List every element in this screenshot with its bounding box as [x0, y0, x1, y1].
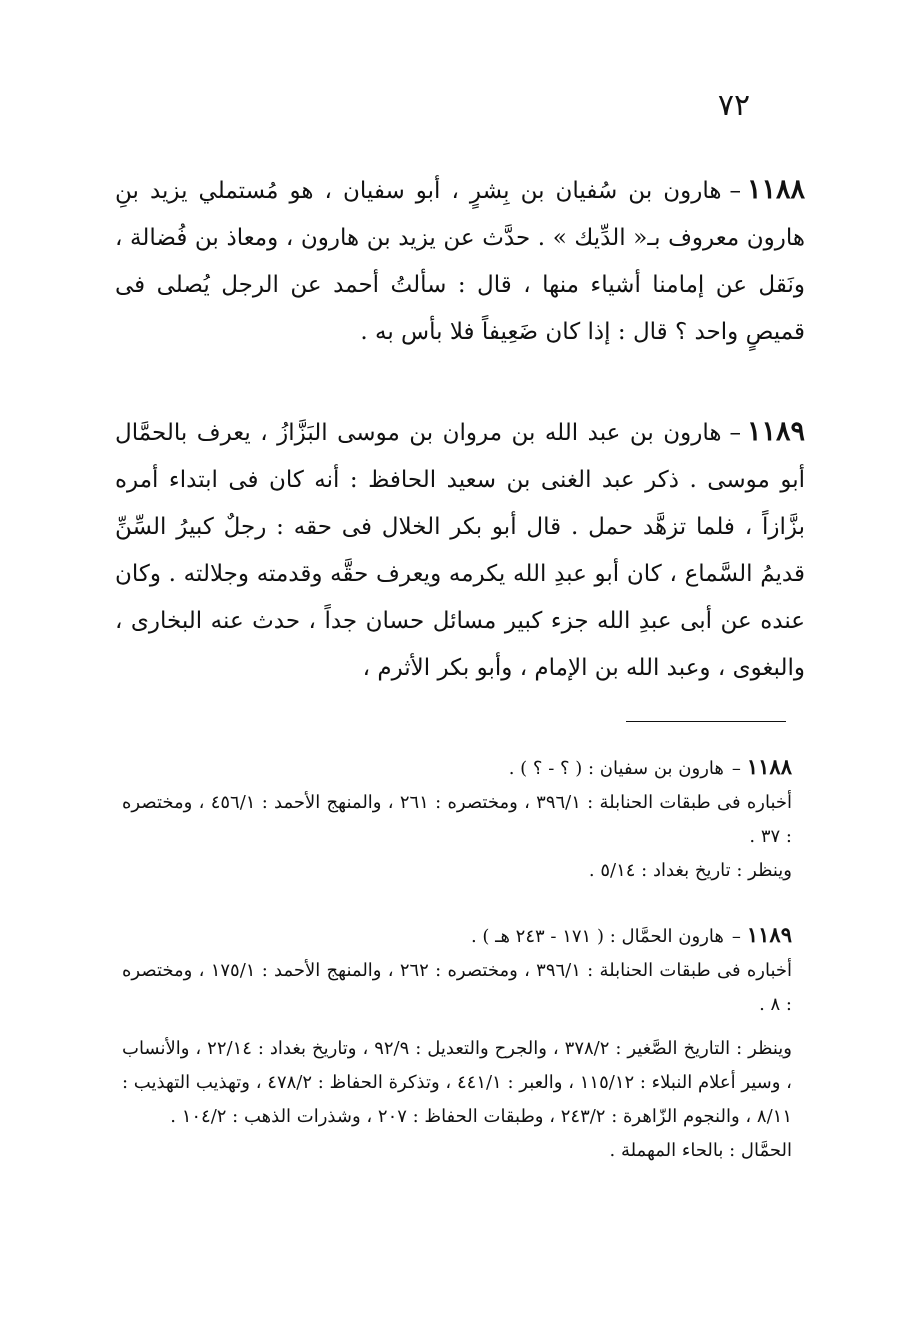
- entry-heading: هارون بن سُفيان بن بِشرٍ ، أبو سفيان ،: [324, 178, 722, 204]
- footnote-divider: [626, 721, 786, 722]
- biography-entry: [115, 166, 805, 356]
- footnote-see-also: وينظر : التاريخ الصَّغير : ٣٧٨/٢ ، والجرح والتعديل : ٩٢/٩ ، وتاريخ بغداد : ٢٢/١٤ ، والأنساب ، وسير أعلام النبلاء : ١١٥/١٢ ، والعبر : ٤٤١/١ ، وتذكرة الحفاظ : ٤٧٨/٢ ، وتهذيب التهذيب : ٨/١١ ، والنجوم الزّاهرة : ٢٤٣/٢ ، وطبقات الحفاظ : ٢٠٧ ، وشذرات الذهب : ١٠٤/٢ .: [122, 1038, 792, 1127]
- footnote-title: [122, 750, 792, 786]
- entry-paragraph: [115, 408, 805, 692]
- footnote-number: ١١٨٨: [746, 754, 792, 779]
- footnote-number: ١١٨٩: [746, 922, 792, 947]
- entry-body: هو مُستملي يزيد بنِ هارون معروف بـ« الدِّيك » . حدَّث عن يزيد بن هارون ، ومعاذ بن فُضالة ، ونَقل عن إمامنا أشياء منها ، قال : سألتُ أحمد عن الرجل يُصلى فى قميصٍ واحد ؟ قال : إذا كان ضَعِيفاً فلا بأس به .: [115, 178, 805, 345]
- footnote-title-text: هارون الحمَّال : ( ١٧١ - ٢٤٣ هـ ) .: [470, 926, 724, 947]
- biography-entry: [115, 408, 805, 692]
- entry-heading: هارون بن عبد الله بن مروان بن موسى البَزَّازُ ،: [260, 420, 722, 446]
- entry-dash: –: [729, 178, 741, 204]
- footnote-title: [122, 918, 792, 954]
- entry-body: يعرف بالحمَّال أبو موسى . ذكر عبد الغنى بن سعيد الحافظ : أنه كان فى ابتداء أمره بزَّازاً ، فلما تزهَّد حمل . قال أبو بكر الخلال فى حقه : رجلٌ كبيرُ السِّنِّ قديمُ السَّماع ، كان أبو عبدِ الله يكرمه ويعرف حقَّه وقدمته وجلالته . وكان عنده عن أبى عبدِ الله جزء كبير مسائل حسان جداً ، حدث عنه البخارى ، والبغوى ، وعبد الله بن الإمام ، وأبو بكر الأثرم ،: [115, 420, 805, 681]
- footnote-title-text: هارون بن سفيان : ( ؟ - ؟ ) .: [508, 758, 724, 779]
- footnote-see-also: وينظر : تاريخ بغداد : ٥/١٤ .: [588, 860, 792, 881]
- footnote-block: [122, 750, 792, 888]
- footnote-sources: أخباره فى طبقات الحنابلة : ٣٩٦/١ ، ومختصره : ٢٦١ ، والمنهج الأحمد : ٤٥٦/١ ، ومختصره : ٣٧ .: [122, 792, 793, 847]
- footnote-sources: أخباره فى طبقات الحنابلة : ٣٩٦/١ ، ومختصره : ٢٦٢ ، والمنهج الأحمد : ١٧٥/١ ، ومختصره : ٨ .: [122, 960, 793, 1015]
- entry-dash: –: [729, 420, 741, 446]
- footnote-block: [122, 918, 792, 1168]
- footnote-gloss: الحمَّال : بالحاء المهملة .: [609, 1140, 792, 1161]
- entry-paragraph: [115, 166, 805, 356]
- entry-number: ١١٨٩: [746, 416, 805, 447]
- footnote-dash: –: [731, 758, 741, 779]
- page-number: ٧٢: [717, 88, 751, 123]
- footnote-dash: –: [731, 926, 741, 947]
- entry-number: ١١٨٨: [747, 174, 806, 205]
